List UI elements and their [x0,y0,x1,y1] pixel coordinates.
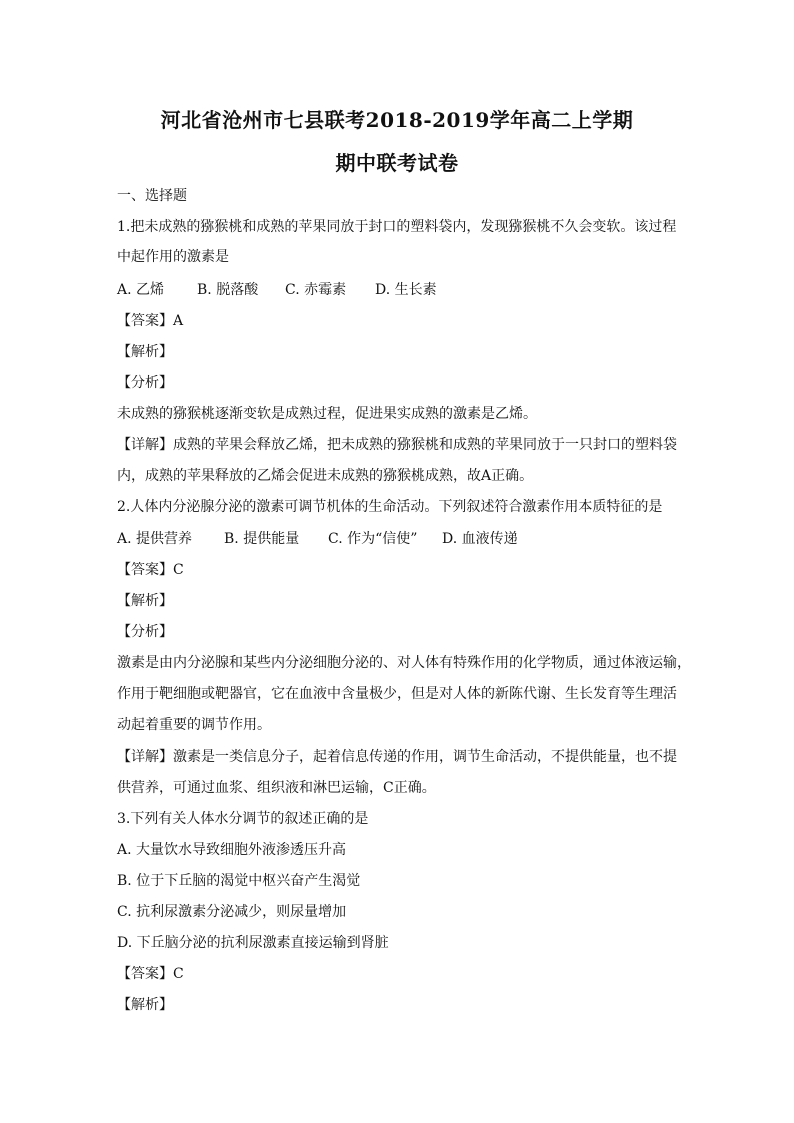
q2-option-b: B. 提供能量 [224,531,300,547]
q2-options [117,529,682,549]
q2-stem-line1: 2.人体内分泌腺分泌的激素可调节机体的生命活动。下列叙述符合激素作用本质特征的是 [117,499,663,515]
q1-option-c: C. 赤霉素 [285,282,347,298]
section-heading: 一、选择题 [117,188,187,204]
q1-stem-line1: 1.把未成熟的猕猴桃和成熟的苹果同放于封口的塑料袋内，发现猕猴桃不久会变软。该过程 [117,219,677,235]
q3-option-c: C. 抗利尿激素分泌减少，则尿量增加 [117,904,347,920]
q3-jiexi-label: 【解析】 [117,997,173,1013]
q3-stem-line1: 3.下列有关人体水分调节的叙述正确的是 [117,811,369,827]
q2-detail-line2: 供营养，可通过血浆、组织液和淋巴运输，C正确。 [117,780,436,796]
q1-option-a: A. 乙烯 [117,282,165,298]
q1-answer: 【答案】A [117,313,184,329]
q2-answer: 【答案】C [117,562,184,578]
q2-option-c: C. 作为“信使” [328,531,418,547]
q3-option-b: B. 位于下丘脑的渴觉中枢兴奋产生渴觉 [117,873,361,889]
q1-analysis-line1: 未成熟的猕猴桃逐渐变软是成熟过程，促进果实成熟的激素是乙烯。 [117,406,537,422]
q1-jiexi-label: 【解析】 [117,344,173,360]
document-title-line2: 期中联考试卷 [335,151,459,175]
q1-options [117,280,682,300]
q2-option-d: D. 血液传递 [442,531,518,547]
q1-fenxi-label: 【分析】 [117,375,173,391]
q1-stem-line2: 中起作用的激素是 [117,249,229,265]
q2-jiexi-label: 【解析】 [117,593,173,609]
q2-analysis-line3: 动起着重要的调节作用。 [117,717,271,733]
q1-option-d: D. 生长素 [375,282,437,298]
q2-detail-line1: 【详解】激素是一类信息分子，起着信息传递的作用，调节生命活动，不提供能量，也不提 [117,749,677,765]
q3-answer: 【答案】C [117,966,184,982]
q2-fenxi-label: 【分析】 [117,624,173,640]
q1-detail-line1: 【详解】成熟的苹果会释放乙烯，把未成熟的猕猴桃和成熟的苹果同放于一只封口的塑料袋 [117,437,677,453]
q1-detail-line2: 内，成熟的苹果释放的乙烯会促进未成熟的猕猴桃成熟，故A正确。 [117,468,534,484]
q1-option-b: B. 脱落酸 [197,282,259,298]
q2-option-a: A. 提供营养 [117,531,193,547]
q3-option-a: A. 大量饮水导致细胞外液渗透压升高 [117,842,347,858]
q3-option-d: D. 下丘脑分泌的抗利尿激素直接运输到肾脏 [117,935,389,951]
document-title-line1: 河北省沧州市七县联考2018-2019学年高二上学期 [160,108,634,132]
q2-analysis-line1: 激素是由内分泌腺和某些内分泌细胞分泌的、对人体有特殊作用的化学物质，通过体液运输， [117,655,691,671]
q2-analysis-line2: 作用于靶细胞或靶器官，它在血液中含量极少，但是对人体的新陈代谢、生长发育等生理活 [117,686,677,702]
